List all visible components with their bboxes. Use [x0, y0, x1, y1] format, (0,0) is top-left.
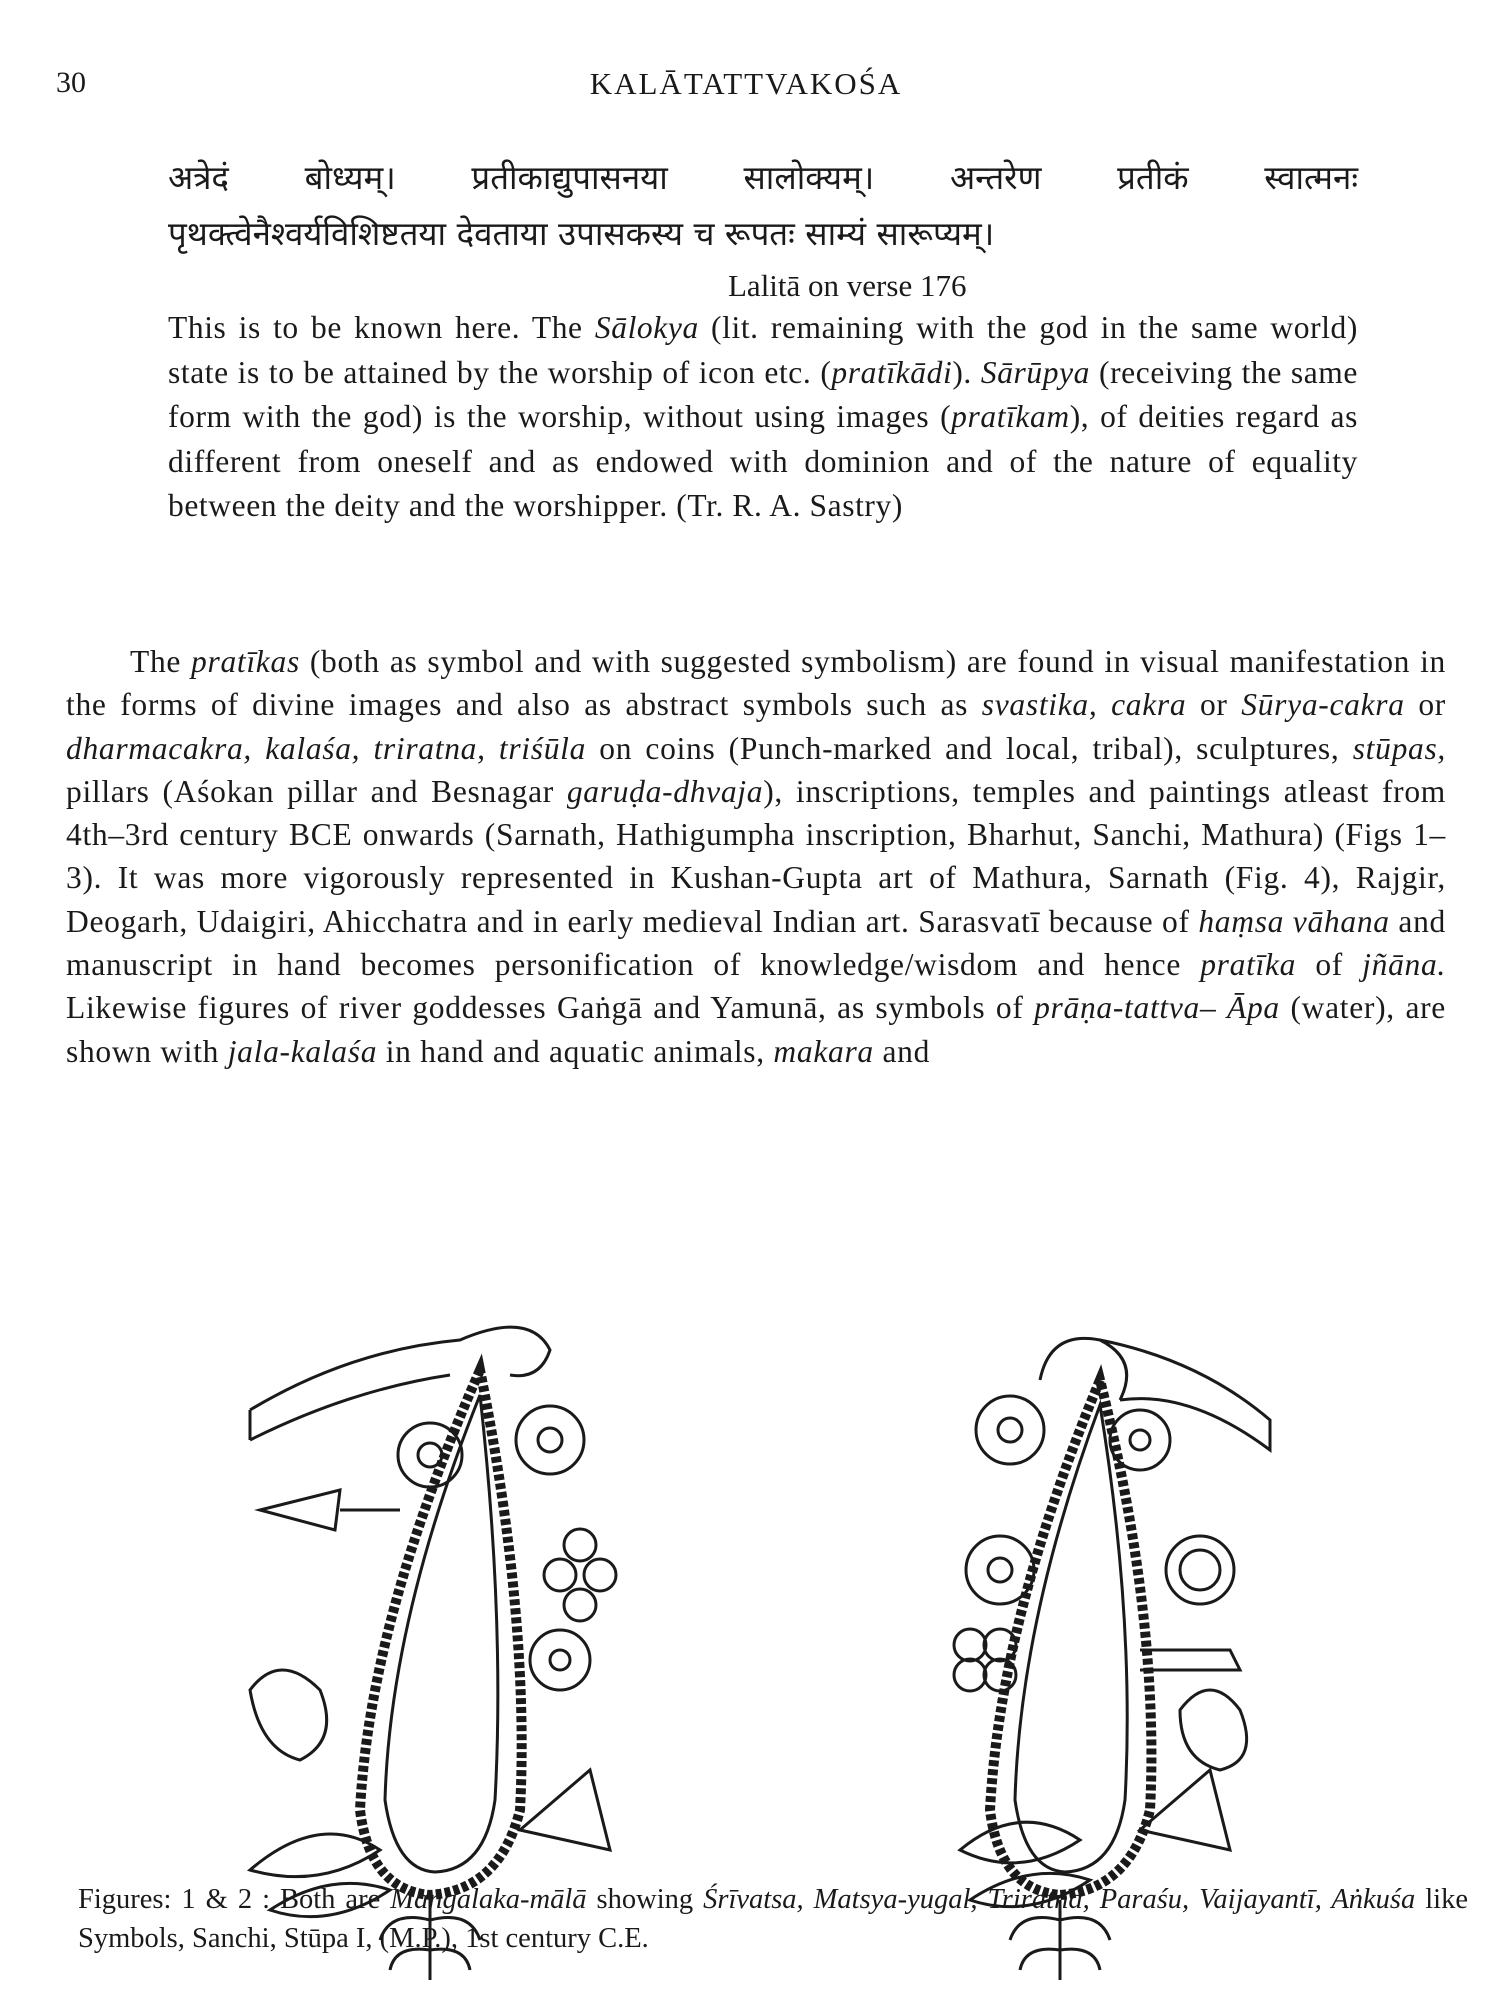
sanskrit-line-2: पृथक्त्वेनैश्वर्यविशिष्टतया देवताया उपासकस्य च रूपतः साम्यं सारूप्यम्।: [168, 214, 995, 253]
quoted-passage: [168, 150, 1358, 529]
sanskrit-line-1: अत्रेदं बोध्यम्। प्रतीकाद्युपासनया सालोक्यम्। अन्तरेण प्रतीकं स्वात्मनः: [168, 158, 1358, 197]
figure-caption: Figures: 1 & 2 : Both are Maṅgalaka-mālā showing Śrīvatsa, Matsya-yugal, Triratna, Paraśu, Vaijayantī, Aṅkuśa like Symbols, Sanchi, Stūpa I, (M.P.), 1st century C.E.: [78, 1884, 1468, 1954]
quote-translation: This is to be known here. The Sālokya (lit. remaining with the god in the same world) state is to be attained by the worship of icon etc. (pratīkādi). Sārūpya (receiving the same form with the god) is the worship, without using images (pratīkam), of deities regard as different from oneself and as endowed with dominion and of the nature of equality between the deity and the worshipper. (Tr. R. A. Sastry): [168, 310, 1358, 523]
page-header: [56, 66, 1436, 110]
running-title: KALĀTATTVAKOŚA: [589, 66, 903, 101]
quote-attribution: Lalitā on verse 176: [728, 268, 967, 303]
body-paragraph: The pratīkas (both as symbol and with suggested symbolism) are found in visual manifestation in the forms of divine images and also as abstract symbols such as svastika, cakra or Sūrya-cakra or dharmacakra, kalaśa, triratna, triśūla on coins (Punch-marked and local, tribal), sculptures, stūpas, pillars (Aśokan pillar and Besnagar garuḍa-dhvaja), inscriptions, temples and paintings atleast from 4th–3rd century BCE onwards (Sarnath, Hathigumpha inscription, Bharhut, Sanchi, Mathura) (Figs 1–3). It was more vigorously represented in Kushan-Gupta art of Mathura, Sarnath (Fig. 4), Rajgir, Deogarh, Udaigiri, Ahicchatra and in early medieval Indian art. Sarasvatī because of haṃsa vāhana and manuscript in hand becomes personification of knowledge/wisdom and hence pratīka of jñāna. Likewise figures of river goddesses Gaṅgā and Yamunā, as symbols of prāṇa-tattva– Āpa (water), are shown with jala-kalaśa in hand and aquatic animals, makara and: [66, 644, 1447, 1069]
page-number: 30: [56, 66, 86, 99]
